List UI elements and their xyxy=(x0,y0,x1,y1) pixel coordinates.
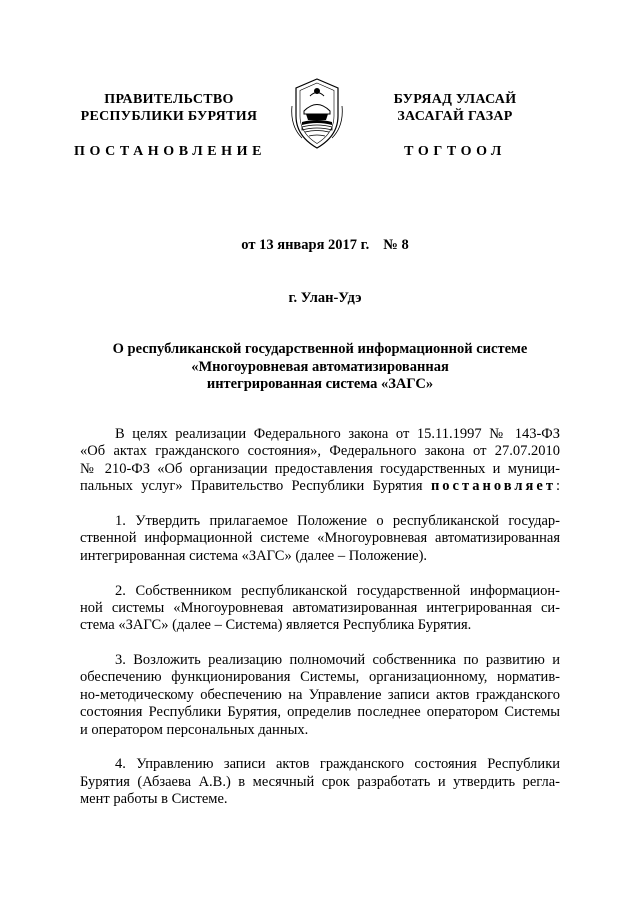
item-paragraph-2 xyxy=(80,583,560,635)
preamble-line: № 210-ФЗ «Об организации предоставления государственных и муници- xyxy=(80,460,560,477)
document-body xyxy=(80,426,560,809)
item-line: ной системы «Многоуровневая автоматизированная интегрированная си- xyxy=(80,599,560,616)
item-paragraph-1 xyxy=(80,513,560,565)
item-line: 1. Утвердить прилагаемое Положение о республиканской государ- xyxy=(115,512,560,529)
header-right-line2: ЗАСАГАЙ ГАЗАР xyxy=(397,109,513,124)
item-line: но-методическому обеспечению на Управление записи актов гражданского xyxy=(80,686,560,703)
title-line3: интегрированная система «ЗАГС» xyxy=(206,376,434,392)
title-line2: «Многоуровневая автоматизированная xyxy=(191,358,449,375)
header-left-line2: РЕСПУБЛИКИ БУРЯТИЯ xyxy=(80,109,258,124)
preamble-line: В целях реализации Федерального закона от 15.11.1997 № 143-ФЗ xyxy=(115,426,560,442)
item-line: Бурятия (Абзаева А.В.) в месячный срок разработать и утвердить регла- xyxy=(80,773,560,790)
item-line: обеспечению функционирования Системы, организационному, норматив- xyxy=(80,669,560,686)
item-paragraph-4 xyxy=(80,756,560,808)
item-line: 4. Управлению записи актов гражданского состояния Республики xyxy=(115,756,560,773)
item-line: интегрированная система «ЗАГС» (далее – Положение). xyxy=(80,547,428,564)
coat-of-arms-icon xyxy=(288,76,346,152)
item-line: 2. Собственником республиканской государственной информацион- xyxy=(115,582,560,599)
item-line: состояния Республики Бурятия, определив последнее оператором Системы xyxy=(80,704,560,721)
document-number: № 8 xyxy=(383,237,409,253)
government-name-russian xyxy=(74,91,264,125)
document-city: г. Улан-Удэ xyxy=(288,290,362,306)
preamble-line xyxy=(80,478,560,495)
document-title xyxy=(80,341,560,394)
preamble-paragraph xyxy=(80,426,560,496)
preamble-line4-text: пальных услуг» Правительство Республики Бурятия xyxy=(80,478,423,495)
item-line: ственной информационной системе «Многоуровневая автоматизированная xyxy=(80,530,560,547)
government-name-buryat xyxy=(380,91,530,125)
preamble-keyword: постановляет xyxy=(430,478,556,495)
item-line: и оператором персональных данных. xyxy=(80,721,309,738)
item-line: 3. Возложить реализацию полномочий собственника по развитию и xyxy=(115,652,560,669)
preamble-line: «Об актах гражданского состояния», Федерального закона от 27.07.2010 xyxy=(80,443,560,460)
preamble-line4-end: : xyxy=(555,478,560,495)
item-line: мент работы в Системе. xyxy=(80,791,228,808)
title-line1: О республиканской государственной информационной системе xyxy=(112,341,528,357)
doc-type-buryat: ТОГТООЛ xyxy=(404,144,506,159)
doc-type-russian: ПОСТАНОВЛЕНИЕ xyxy=(74,144,267,159)
item-line: стема «ЗАГС» (далее – Система) является Республика Бурятия. xyxy=(80,617,472,634)
header-left-line1: ПРАВИТЕЛЬСТВО xyxy=(104,92,234,107)
header-right-line1: БУРЯАД УЛАСАЙ xyxy=(393,92,517,107)
document-date: от 13 января 2017 г. xyxy=(241,237,370,253)
item-paragraph-3 xyxy=(80,652,560,739)
document-date-line xyxy=(0,236,640,254)
